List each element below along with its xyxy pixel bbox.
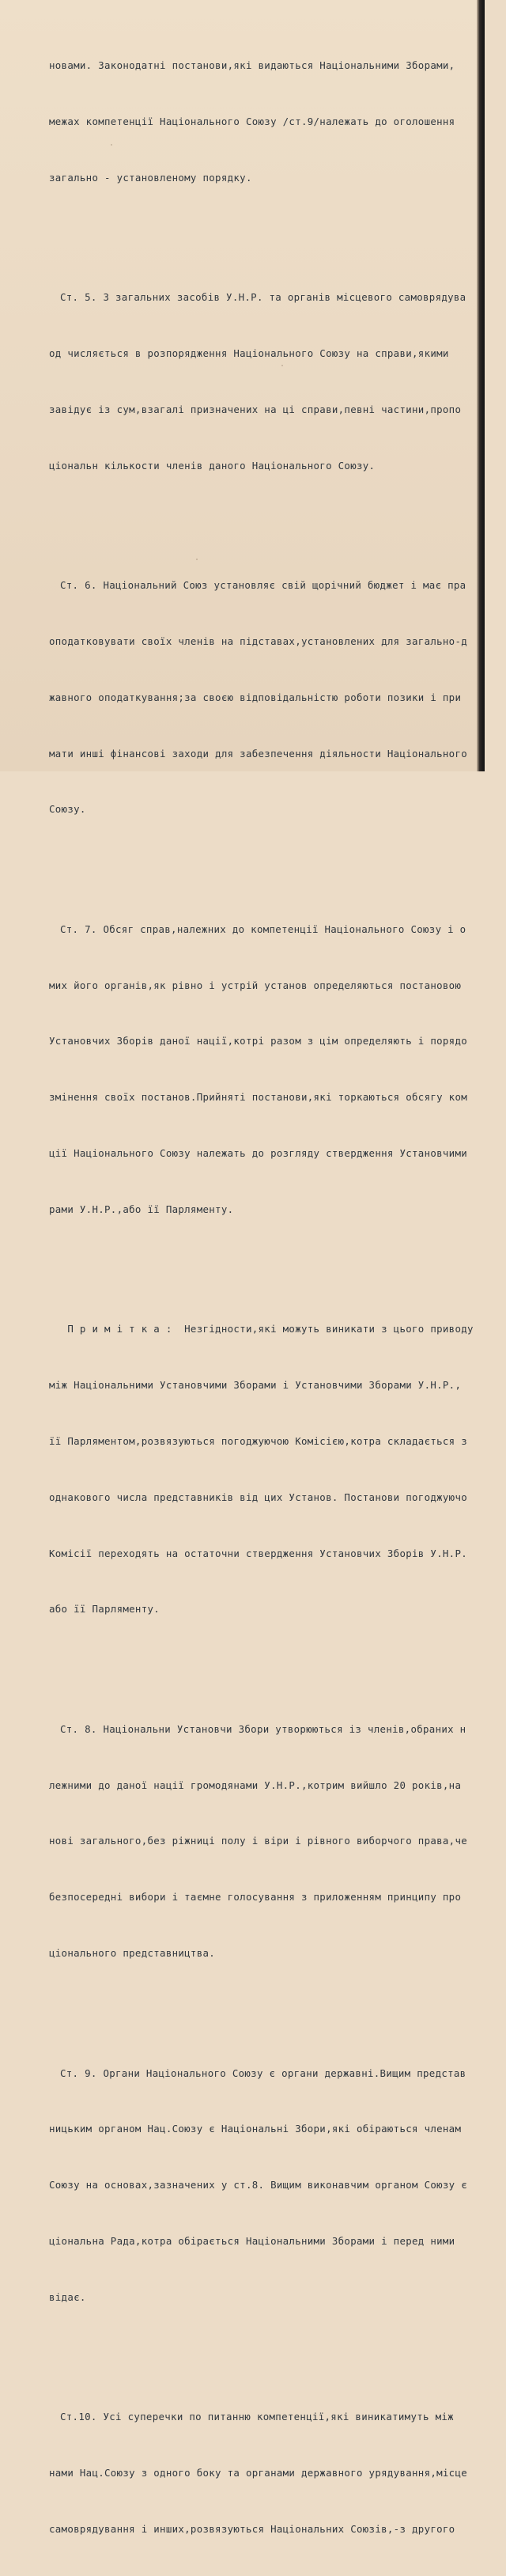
- text-line-27: Комісії переходять на остаточни ствердження Установчих Зборів У.Н.Р.: [49, 1547, 468, 1559]
- text-line-23: П р и м і т к а : Незгідности,які можуть виникати з цього приводу: [49, 1323, 474, 1335]
- text-line-21: рами У.Н.Р.,або її Парляменту.: [49, 1203, 234, 1215]
- paragraph-gap: [0, 856, 506, 864]
- text-line-28: або її Парляменту.: [49, 1603, 160, 1616]
- text-line-31: лежними до даної нації громодянами У.Н.Р.,котрим вийшло 20 років,на: [49, 1779, 462, 1791]
- paragraph-gap: [0, 1656, 506, 1664]
- text-line-30: Ст. 8. Національни Установчи Збори утворюються із членів,обраних н: [60, 1722, 466, 1735]
- paper-speck: [111, 144, 112, 146]
- paper-speck: [281, 365, 283, 366]
- text-line-25: її Парляментом,розвязуються погоджуючою Комісією,котра складається з: [49, 1434, 468, 1447]
- text-line-38: Союзу на основах,зазначених у ст.8. Вищим виконавчим органом Союзу є: [49, 2179, 468, 2191]
- text-line-39: ціональна Рада,котра обірається Національними Зборами і перед ними: [49, 2234, 455, 2247]
- text-line-32: нові загального,без ріжниці полу і віри і рівного виборчого права,че: [49, 1835, 468, 1847]
- text-line-06: од числяється в розпорядження Національного Союзу на справи,якими: [49, 347, 449, 360]
- text-line-26: однакового числа представників від цих Установ. Постанови погоджуючо: [49, 1491, 468, 1503]
- text-line-05: Ст. 5. З загальних засобів У.Н.Р. та органів місцевого самоврядува: [60, 291, 466, 304]
- text-line-20: ції Національного Союзу належать до розгляду ствердження Установчими: [49, 1147, 468, 1160]
- paragraph-gap: [0, 1256, 506, 1264]
- page-edge-shadow: [477, 0, 485, 771]
- text-line-36: Ст. 9. Органи Національного Союзу є органи державні.Вищим представ: [60, 2066, 466, 2079]
- paragraph-gap: [0, 2343, 506, 2351]
- text-line-12: жавного оподаткування;за своєю відповідальністю роботи позики і при: [49, 691, 462, 703]
- paragraph-gap: [0, 512, 506, 520]
- text-line-43: нами Нац.Союзу з одного боку та органами державного урядування,місце: [49, 2467, 468, 2479]
- text-line-07: завідує із сум,взагалі призначених на ці справи,певні частини,пропо: [49, 403, 462, 415]
- text-line-16: Ст. 7. Обсяг справ,належних до компетенції Національного Союзу і о: [60, 922, 466, 935]
- paragraph-gap: [0, 2000, 506, 2008]
- text-line-44: самоврядування і инших,розвязуються Національних Союзів,-з другого: [49, 2522, 455, 2535]
- text-line-18: Установчих Зборів даної нації,котрі разом з цім определяють і порядо: [49, 1035, 468, 1047]
- text-line-08: ціональн кількости членів даного Національного Союзу.: [49, 459, 376, 472]
- text-line-11: оподатковувати своїх членів на підставах,установлених для загально-д: [49, 635, 468, 647]
- text-line-01: новами. Законодатні постанови,які видаються Національними Зборами,: [49, 59, 455, 72]
- text-line-10: Ст. 6. Національний Союз установляє свій щорічний бюджет і має пра: [60, 579, 466, 592]
- text-line-14: Союзу.: [49, 803, 86, 816]
- paper-speck: [196, 559, 198, 560]
- text-line-24: між Національними Установчими Зборами і Установчими Зборами У.Н.Р.,: [49, 1379, 462, 1392]
- text-line-40: відає.: [49, 2290, 86, 2303]
- text-line-33: безпосередні вибори і таємне голосування з приложенням принципу про: [49, 1891, 462, 1904]
- text-line-13: мати инші фінансові заходи для забезпечення діяльности Національного: [49, 747, 468, 760]
- text-line-17: мих його органів,як рівно і устрій установ определяються постановою: [49, 979, 462, 991]
- text-line-37: ницьким органом Нац.Союзу є Національні Збори,які обіраються членам: [49, 2123, 462, 2135]
- text-line-02: межах компетенції Національного Союзу /ст.9/належать до оголошення: [49, 115, 455, 127]
- text-line-03: загально - установленому порядку.: [49, 171, 252, 184]
- text-line-34: ціонального представництва.: [49, 1946, 216, 1959]
- text-line-19: змінення своїх постанов.Прийняті постанови,які торкаються обсягу ком: [49, 1091, 468, 1104]
- text-line-42: Ст.10. Усі суперечки по питанню компетенції,які виникатимуть між: [60, 2411, 454, 2423]
- paragraph-gap: [0, 225, 506, 233]
